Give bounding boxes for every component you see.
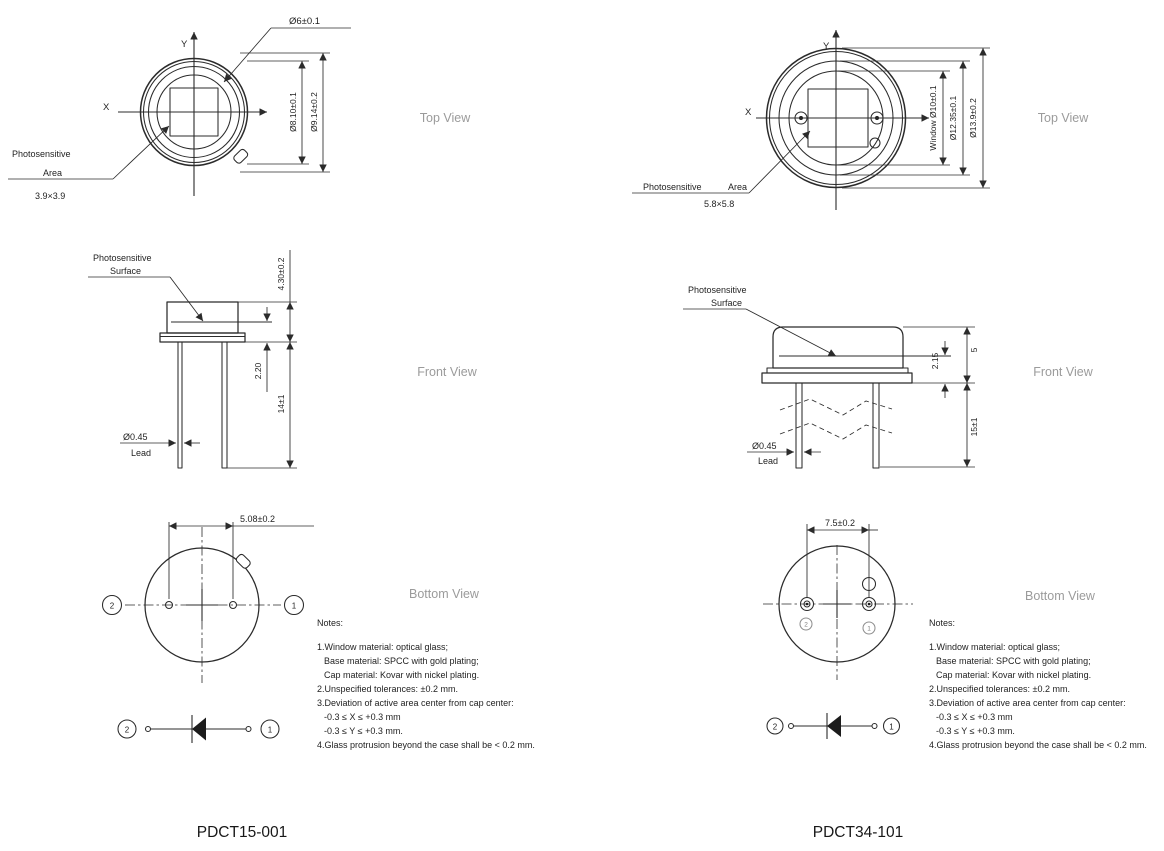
left-top-view — [8, 16, 351, 201]
locating-tab — [235, 553, 251, 569]
pin-1-number: 1 — [291, 601, 297, 611]
terminal-1 — [872, 724, 877, 729]
notes-line: 1.Window material: optical glass; — [317, 642, 449, 652]
notes-line: 2.Unspecified tolerances: ±0.2 mm. — [929, 684, 1071, 694]
x-axis-label: X — [103, 102, 110, 113]
lead-length-label: 15±1 — [969, 417, 979, 437]
area-label-line1: Photosensitive — [12, 149, 71, 159]
left-front-view — [88, 250, 297, 468]
flange-outline — [160, 333, 245, 342]
callout-leader — [224, 28, 271, 82]
lead-right — [873, 383, 879, 468]
notes-line: Base material: SPCC with gold plating; — [324, 656, 479, 666]
cap-outline — [167, 302, 238, 333]
left-bottom-view — [103, 514, 315, 683]
y-axis-label: Y — [181, 39, 188, 50]
window-dia-label: Ø6±0.1 — [289, 16, 321, 27]
area-label-line1: Photosensitive — [643, 182, 702, 192]
lead-word-label: Lead — [758, 456, 779, 466]
notes-line: -0.3 ≤ X ≤ +0.3 mm — [936, 712, 1013, 722]
x-axis-label: X — [745, 107, 752, 118]
callout-leader — [113, 126, 169, 179]
pin-2-number: 2 — [772, 722, 778, 732]
pin-2-number: 2 — [804, 621, 808, 629]
cap-dia-label: Ø12.35±0.1 — [948, 95, 958, 141]
right-bottom-view — [763, 518, 913, 680]
cap-height-label: 5 — [969, 347, 979, 353]
right-front-view-label: Front View — [1033, 365, 1093, 379]
right-top-view — [632, 30, 990, 210]
notes-title: Notes: — [317, 618, 344, 628]
left-schematic — [118, 715, 279, 743]
flange-lip — [767, 368, 908, 373]
surface-label-line1: Photosensitive — [93, 253, 152, 263]
right-notes — [929, 618, 1147, 750]
cap-dia-label: Ø8.10±0.1 — [288, 92, 298, 132]
notes-line: -0.3 ≤ Y ≤ +0.3 mm. — [936, 726, 1015, 736]
pin-pitch-label: 7.5±0.2 — [825, 518, 855, 528]
surface-label-line1: Photosensitive — [688, 285, 747, 295]
tab-hole — [870, 138, 880, 148]
left-bottom-view-label: Bottom View — [409, 587, 479, 601]
notes-line: -0.3 ≤ X ≤ +0.3 mm — [324, 712, 401, 722]
notes-line: 1.Window material: optical glass; — [929, 642, 1061, 652]
lead-length-label: 14±1 — [276, 394, 286, 414]
pin-1-number: 1 — [867, 625, 871, 633]
notes-line: 2.Unspecified tolerances: ±0.2 mm. — [317, 684, 459, 694]
surface-label-line2: Surface — [110, 266, 142, 276]
flange-plate — [762, 373, 912, 383]
notes-line: 4.Glass protrusion beyond the case shall be < 0.2 mm. — [317, 740, 535, 750]
area-size-label: 3.9×3.9 — [35, 191, 66, 201]
diode-triangle — [827, 715, 841, 737]
lead-right — [222, 342, 227, 468]
pin-1-dot — [868, 603, 871, 606]
callout-leader — [170, 277, 203, 321]
notes-line: Cap material: Kovar with nickel plating. — [936, 670, 1092, 680]
area-size-label: 5.8×5.8 — [704, 199, 735, 209]
terminal-2 — [146, 727, 151, 732]
case-dia-label: Ø13.9±0.2 — [968, 98, 978, 138]
pin-2-dot — [806, 603, 809, 606]
lead-word-label: Lead — [131, 448, 152, 458]
lead-dia-label: Ø0.45 — [752, 441, 777, 451]
pin-1-number: 1 — [267, 725, 273, 735]
locating-tab — [233, 148, 249, 164]
area-label-line2: Area — [728, 182, 748, 192]
surface-depth-label: 2.15 — [930, 352, 940, 370]
notes-title: Notes: — [929, 618, 956, 628]
notes-line: Cap material: Kovar with nickel plating. — [324, 670, 480, 680]
terminal-2 — [789, 724, 794, 729]
area-label-line2: Area — [43, 168, 63, 178]
lead-dia-label: Ø0.45 — [123, 432, 148, 442]
break-line — [780, 399, 892, 415]
notes-line: Base material: SPCC with gold plating; — [936, 656, 1091, 666]
case-dia-label: Ø9.14±0.2 — [309, 92, 319, 132]
diode-triangle — [192, 718, 206, 741]
right-front-view — [683, 285, 979, 468]
notes-line: 4.Glass protrusion beyond the case shall be < 0.2 mm. — [929, 740, 1147, 750]
cap-height-label: 4.30±0.2 — [276, 257, 286, 291]
view-labels — [409, 111, 1096, 603]
left-notes — [317, 618, 535, 750]
break-line — [780, 423, 892, 439]
y-axis-label: Y — [823, 41, 830, 52]
left-front-view-label: Front View — [417, 365, 477, 379]
pin-2-number: 2 — [124, 725, 130, 735]
lead-left — [178, 342, 182, 468]
left-part-number: PDCT15-001 — [196, 824, 288, 841]
surface-label-line2: Surface — [711, 298, 743, 308]
callout-leader — [746, 309, 836, 356]
right-top-view-label: Top View — [1037, 111, 1089, 125]
notes-line: -0.3 ≤ Y ≤ +0.3 mm. — [324, 726, 403, 736]
pin-pitch-label: 5.08±0.2 — [240, 514, 275, 524]
pin-1-number: 1 — [889, 722, 894, 732]
callout-leader — [749, 131, 810, 193]
terminal-1 — [246, 727, 251, 732]
pin-2-number: 2 — [109, 601, 115, 611]
notes-line: 3.Deviation of active area center from cap center: — [317, 698, 514, 708]
right-schematic — [767, 713, 900, 739]
notes-line: 3.Deviation of active area center from cap center: — [929, 698, 1126, 708]
right-bottom-view-label: Bottom View — [1025, 589, 1095, 603]
surface-depth-label: 2.20 — [253, 362, 263, 380]
window-dia-label: Window Ø10±0.1 — [928, 85, 938, 151]
lead-left — [796, 383, 802, 468]
right-part-number: PDCT34-101 — [812, 824, 904, 841]
left-top-view-label: Top View — [419, 111, 471, 125]
